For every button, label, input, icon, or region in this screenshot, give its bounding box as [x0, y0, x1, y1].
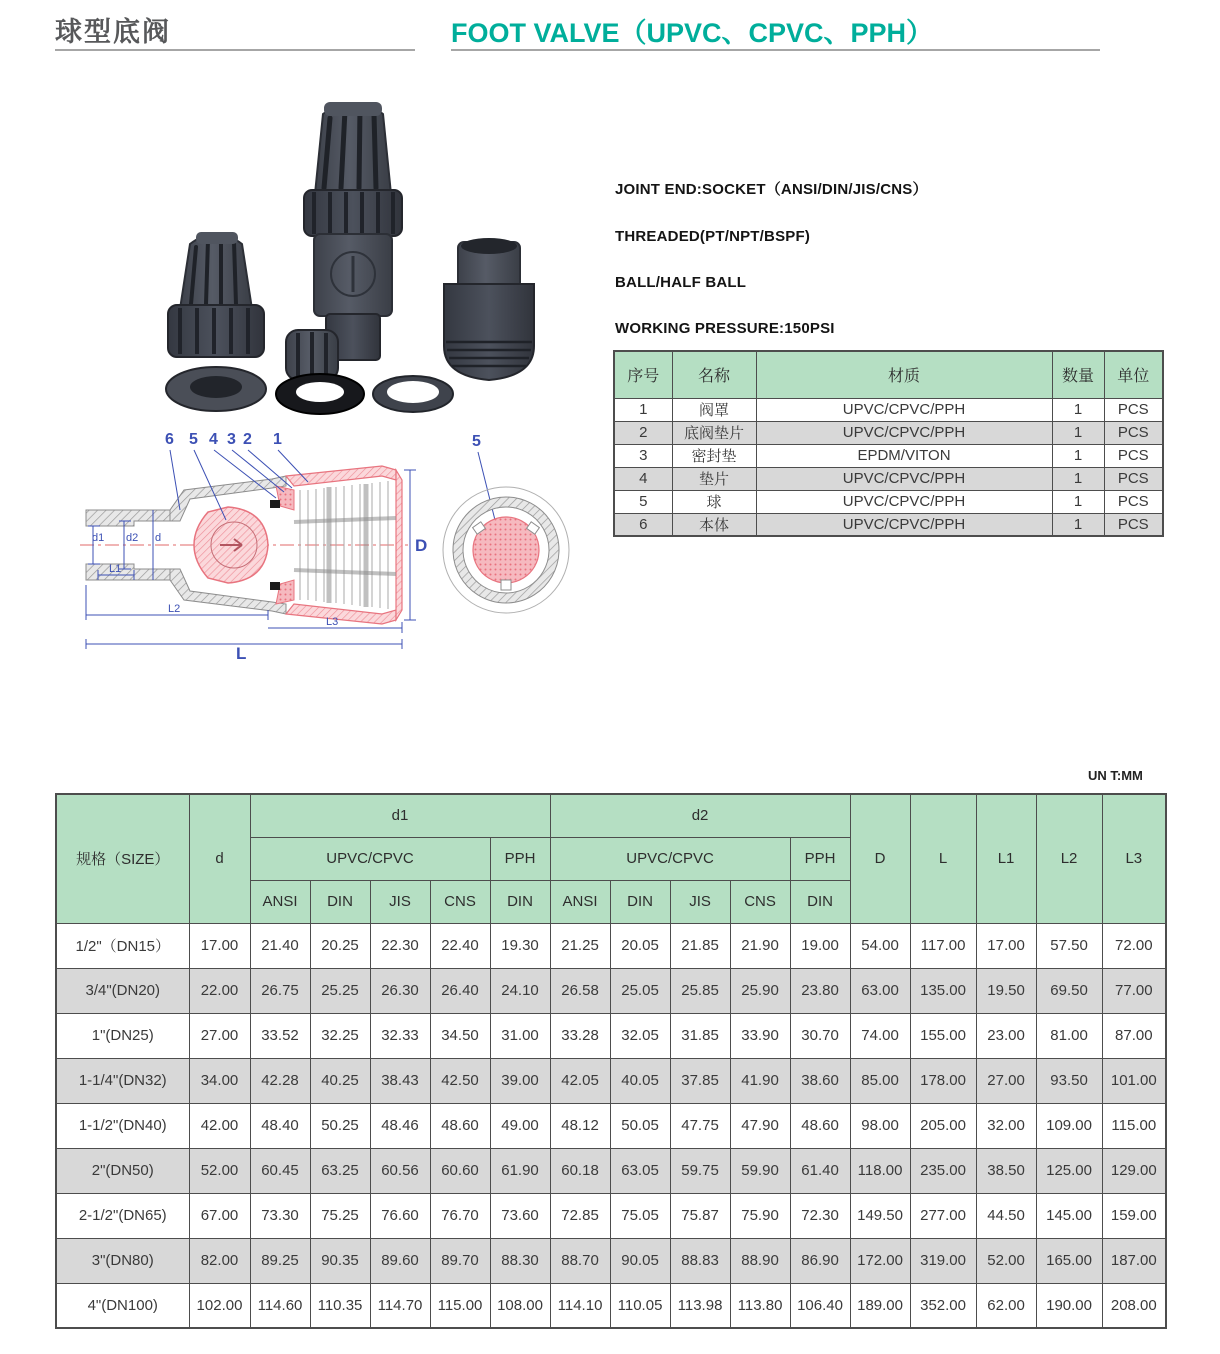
dim-cell: 319.00 — [910, 1238, 976, 1283]
dim-cell: 61.90 — [490, 1148, 550, 1193]
dim-cell: 21.85 — [670, 923, 730, 968]
part-number-5: 5 — [189, 431, 198, 448]
parts-cell: 1 — [1052, 490, 1104, 513]
table-row — [614, 490, 1163, 513]
dim-cell: 48.46 — [370, 1103, 430, 1148]
dim-cell: 23.80 — [790, 968, 850, 1013]
parts-cell: PCS — [1104, 490, 1163, 513]
dim-header-L: L — [910, 794, 976, 923]
dim-cell: 33.52 — [250, 1013, 310, 1058]
dim-cell: 106.40 — [790, 1283, 850, 1328]
page-title-english: FOOT VALVE（UPVC、CPVC、PPH） — [451, 18, 934, 48]
dim-cell: 155.00 — [910, 1013, 976, 1058]
dim-cell: 118.00 — [850, 1148, 910, 1193]
parts-header-unit: 单位 — [1104, 351, 1163, 398]
dim-cell-label: 1-1/2"(DN40) — [56, 1103, 189, 1148]
parts-header-no: 序号 — [614, 351, 672, 398]
dim-cell: 87.00 — [1102, 1013, 1166, 1058]
dim-cell: 48.12 — [550, 1103, 610, 1148]
dim-cell: 73.30 — [250, 1193, 310, 1238]
dim-header-d1-cns: CNS — [430, 880, 490, 923]
dim-cell: 52.00 — [189, 1148, 250, 1193]
dim-header-d1-upvc: UPVC/CPVC — [250, 837, 490, 880]
dim-cell: 89.25 — [250, 1238, 310, 1283]
dim-cell: 48.60 — [430, 1103, 490, 1148]
dim-cell: 41.90 — [730, 1058, 790, 1103]
dim-cell: 50.05 — [610, 1103, 670, 1148]
part-number-4: 4 — [209, 431, 218, 448]
dim-cell: 40.25 — [310, 1058, 370, 1103]
dim-cell: 159.00 — [1102, 1193, 1166, 1238]
dim-cell: 38.60 — [790, 1058, 850, 1103]
dim-cell: 61.40 — [790, 1148, 850, 1193]
dim-cell: 63.05 — [610, 1148, 670, 1193]
table-row — [56, 968, 1166, 1013]
parts-cell-label: 5 — [614, 490, 672, 513]
dim-label-d1: d1 — [92, 532, 105, 544]
dim-header-d2-din: DIN — [610, 880, 670, 923]
dim-cell: 109.00 — [1036, 1103, 1102, 1148]
product-photo — [108, 84, 578, 422]
dim-cell: 57.50 — [1036, 923, 1102, 968]
dimension-table-section — [55, 793, 1167, 1329]
dim-cell: 89.70 — [430, 1238, 490, 1283]
dim-cell: 54.00 — [850, 923, 910, 968]
dim-cell: 30.70 — [790, 1013, 850, 1058]
parts-cell: PCS — [1104, 467, 1163, 490]
table-row — [56, 1283, 1166, 1328]
dim-cell: 49.00 — [490, 1103, 550, 1148]
dim-cell-label: 2"(DN50) — [56, 1148, 189, 1193]
dim-header-d2-pph: PPH — [790, 837, 850, 880]
dim-cell-label: 3/4"(DN20) — [56, 968, 189, 1013]
dim-cell: 110.05 — [610, 1283, 670, 1328]
table-row — [614, 467, 1163, 490]
socket-adapter — [444, 238, 534, 380]
dim-header-L1: L1 — [976, 794, 1036, 923]
parts-table — [613, 350, 1164, 537]
dim-cell: 21.40 — [250, 923, 310, 968]
dim-cell: 72.00 — [1102, 923, 1166, 968]
dim-cell: 77.00 — [1102, 968, 1166, 1013]
parts-cell-label: 1 — [614, 398, 672, 421]
dim-label-L3: L3 — [326, 616, 339, 628]
parts-cell: 密封垫 — [672, 444, 756, 467]
dim-cell: 25.25 — [310, 968, 370, 1013]
dim-cell: 38.43 — [370, 1058, 430, 1103]
table-row — [614, 513, 1163, 536]
dim-header-d1-jis: JIS — [370, 880, 430, 923]
dim-cell: 26.40 — [430, 968, 490, 1013]
dim-cell: 145.00 — [1036, 1193, 1102, 1238]
dim-cell: 89.60 — [370, 1238, 430, 1283]
dim-cell: 22.40 — [430, 923, 490, 968]
dim-cell: 75.05 — [610, 1193, 670, 1238]
parts-cell: 1 — [1052, 467, 1104, 490]
dim-cell: 17.00 — [976, 923, 1036, 968]
dim-cell: 47.75 — [670, 1103, 730, 1148]
dim-header-d2-ansi: ANSI — [550, 880, 610, 923]
dim-cell: 113.98 — [670, 1283, 730, 1328]
dim-cell: 31.85 — [670, 1013, 730, 1058]
dim-cell: 352.00 — [910, 1283, 976, 1328]
parts-cell-label: 4 — [614, 467, 672, 490]
dim-header-size: 规格（SIZE） — [56, 794, 189, 923]
dim-header-d1-ansi: ANSI — [250, 880, 310, 923]
dim-cell: 277.00 — [910, 1193, 976, 1238]
dim-cell: 34.00 — [189, 1058, 250, 1103]
dim-cell: 23.00 — [976, 1013, 1036, 1058]
dim-cell: 93.50 — [1036, 1058, 1102, 1103]
dim-cell: 40.05 — [610, 1058, 670, 1103]
title-underline-left — [55, 49, 415, 51]
dim-cell: 76.60 — [370, 1193, 430, 1238]
dim-cell: 27.00 — [976, 1058, 1036, 1103]
parts-cell: 1 — [1052, 398, 1104, 421]
dim-header-L3: L3 — [1102, 794, 1166, 923]
table-row — [56, 1013, 1166, 1058]
dim-cell: 42.50 — [430, 1058, 490, 1103]
dim-cell: 88.83 — [670, 1238, 730, 1283]
table-row — [56, 1103, 1166, 1148]
part-number-1: 1 — [273, 431, 282, 448]
dim-cell: 25.85 — [670, 968, 730, 1013]
dim-cell: 38.50 — [976, 1148, 1036, 1193]
dim-cell: 60.45 — [250, 1148, 310, 1193]
dim-cell: 42.00 — [189, 1103, 250, 1148]
dim-cell: 125.00 — [1036, 1148, 1102, 1193]
spec-joint-end: JOINT END:SOCKET（ANSI/DIN/JIS/CNS） — [615, 181, 928, 198]
parts-cell: 阀罩 — [672, 398, 756, 421]
dim-cell: 75.25 — [310, 1193, 370, 1238]
parts-cell: 垫片 — [672, 467, 756, 490]
dim-cell: 20.25 — [310, 923, 370, 968]
dim-cell: 88.90 — [730, 1238, 790, 1283]
dim-cell: 21.25 — [550, 923, 610, 968]
parts-cell: PCS — [1104, 444, 1163, 467]
parts-header-material: 材质 — [756, 351, 1052, 398]
dim-cell: 69.50 — [1036, 968, 1102, 1013]
dim-cell-label: 2-1/2"(DN65) — [56, 1193, 189, 1238]
parts-cell: 球 — [672, 490, 756, 513]
table-row — [614, 398, 1163, 421]
table-row — [56, 1193, 1166, 1238]
dim-label-L1: L1 — [109, 563, 122, 575]
parts-cell: PCS — [1104, 421, 1163, 444]
dim-cell: 75.87 — [670, 1193, 730, 1238]
table-row — [56, 923, 1166, 968]
dim-cell: 60.18 — [550, 1148, 610, 1193]
table-row — [614, 421, 1163, 444]
dim-cell: 208.00 — [1102, 1283, 1166, 1328]
dim-cell: 172.00 — [850, 1238, 910, 1283]
dim-cell: 101.00 — [1102, 1058, 1166, 1103]
parts-cell-label: 3 — [614, 444, 672, 467]
dim-cell: 17.00 — [189, 923, 250, 968]
dim-cell: 189.00 — [850, 1283, 910, 1328]
dim-cell: 42.28 — [250, 1058, 310, 1103]
parts-cell: 1 — [1052, 444, 1104, 467]
dim-cell: 102.00 — [189, 1283, 250, 1328]
dim-cell: 20.05 — [610, 923, 670, 968]
dim-cell: 135.00 — [910, 968, 976, 1013]
dim-cell: 90.05 — [610, 1238, 670, 1283]
dim-cell: 114.10 — [550, 1283, 610, 1328]
part-number-2: 2 — [243, 431, 252, 448]
dim-header-d: d — [189, 794, 250, 923]
small-strainer-cage — [168, 232, 264, 357]
unit-note: UN T:MM — [1088, 768, 1143, 783]
title-underline-right — [451, 49, 1100, 51]
table-row — [56, 1058, 1166, 1103]
dim-cell: 19.00 — [790, 923, 850, 968]
dim-cell: 42.05 — [550, 1058, 610, 1103]
parts-cell: 1 — [1052, 513, 1104, 536]
parts-header-qty: 数量 — [1052, 351, 1104, 398]
spec-threaded: THREADED(PT/NPT/BSPF) — [615, 228, 811, 245]
dim-cell: 63.25 — [310, 1148, 370, 1193]
dim-cell: 72.85 — [550, 1193, 610, 1238]
dim-cell: 31.00 — [490, 1013, 550, 1058]
dim-cell: 32.25 — [310, 1013, 370, 1058]
dim-cell: 115.00 — [1102, 1103, 1166, 1148]
parts-cell: PCS — [1104, 513, 1163, 536]
parts-cell: UPVC/CPVC/PPH — [756, 398, 1052, 421]
dim-header-d2-upvc: UPVC/CPVC — [550, 837, 790, 880]
dim-cell: 67.00 — [189, 1193, 250, 1238]
parts-table-section — [613, 350, 1164, 537]
dimension-table-body — [56, 923, 1166, 1328]
dim-cell: 25.05 — [610, 968, 670, 1013]
dim-cell: 72.30 — [790, 1193, 850, 1238]
dim-cell: 48.60 — [790, 1103, 850, 1148]
page-title-chinese: 球型底阀 — [55, 17, 171, 47]
dim-cell: 114.70 — [370, 1283, 430, 1328]
spec-ball: BALL/HALF BALL — [615, 274, 747, 291]
gasket-set — [166, 367, 453, 414]
end-view-part-number: 5 — [472, 433, 481, 450]
dim-cell: 22.30 — [370, 923, 430, 968]
dim-cell: 60.56 — [370, 1148, 430, 1193]
dim-cell: 63.00 — [850, 968, 910, 1013]
dim-cell: 22.00 — [189, 968, 250, 1013]
parts-cell: 本体 — [672, 513, 756, 536]
dim-cell-label: 3"(DN80) — [56, 1238, 189, 1283]
dim-label-d2: d2 — [126, 532, 139, 544]
dim-cell: 114.60 — [250, 1283, 310, 1328]
dim-header-d2-cns: CNS — [730, 880, 790, 923]
dim-cell-label: 1/2"（DN15） — [56, 923, 189, 968]
dimension-table — [55, 793, 1167, 1329]
dim-label-d: d — [155, 532, 162, 544]
dim-cell: 26.30 — [370, 968, 430, 1013]
dim-cell: 88.70 — [550, 1238, 610, 1283]
ball-section — [194, 507, 268, 583]
parts-cell: UPVC/CPVC/PPH — [756, 513, 1052, 536]
parts-cell-label: 2 — [614, 421, 672, 444]
dim-cell: 33.28 — [550, 1013, 610, 1058]
dim-cell: 90.35 — [310, 1238, 370, 1283]
dim-cell: 108.00 — [490, 1283, 550, 1328]
dim-cell: 52.00 — [976, 1238, 1036, 1283]
parts-cell: UPVC/CPVC/PPH — [756, 467, 1052, 490]
part-number-3: 3 — [227, 431, 236, 448]
parts-header-name: 名称 — [672, 351, 756, 398]
table-row — [56, 1238, 1166, 1283]
dim-cell: 88.30 — [490, 1238, 550, 1283]
parts-cell: 底阀垫片 — [672, 421, 756, 444]
dim-cell: 178.00 — [910, 1058, 976, 1103]
dim-cell: 73.60 — [490, 1193, 550, 1238]
dim-cell: 149.50 — [850, 1193, 910, 1238]
parts-cell: UPVC/CPVC/PPH — [756, 421, 1052, 444]
dim-cell: 165.00 — [1036, 1238, 1102, 1283]
dim-cell: 19.30 — [490, 923, 550, 968]
technical-drawing — [58, 422, 603, 667]
dim-cell: 115.00 — [430, 1283, 490, 1328]
valve-cap — [286, 330, 338, 380]
parts-table-header-row — [614, 351, 1163, 398]
dim-cell: 32.33 — [370, 1013, 430, 1058]
dim-header-d2: d2 — [550, 794, 850, 837]
dim-cell: 48.40 — [250, 1103, 310, 1148]
dim-cell: 60.60 — [430, 1148, 490, 1193]
dim-cell: 37.85 — [670, 1058, 730, 1103]
dim-cell: 110.35 — [310, 1283, 370, 1328]
dim-cell: 59.90 — [730, 1148, 790, 1193]
dim-cell: 33.90 — [730, 1013, 790, 1058]
dim-cell: 62.00 — [976, 1283, 1036, 1328]
parts-table-body — [614, 398, 1163, 536]
table-row — [614, 444, 1163, 467]
dim-cell: 47.90 — [730, 1103, 790, 1148]
dim-cell: 86.90 — [790, 1238, 850, 1283]
dim-cell: 27.00 — [189, 1013, 250, 1058]
end-view — [443, 433, 569, 613]
dim-cell: 75.90 — [730, 1193, 790, 1238]
dim-cell: 113.80 — [730, 1283, 790, 1328]
dim-cell: 24.10 — [490, 968, 550, 1013]
dim-cell: 39.00 — [490, 1058, 550, 1103]
dim-cell: 26.75 — [250, 968, 310, 1013]
dim-cell: 32.05 — [610, 1013, 670, 1058]
dim-cell: 21.90 — [730, 923, 790, 968]
dim-label-L: L — [236, 644, 247, 663]
parts-cell: UPVC/CPVC/PPH — [756, 490, 1052, 513]
dim-header-d2-pph-din: DIN — [790, 880, 850, 923]
dim-cell: 32.00 — [976, 1103, 1036, 1148]
dim-cell: 98.00 — [850, 1103, 910, 1148]
dim-cell: 50.25 — [310, 1103, 370, 1148]
dim-header-d1-pph: PPH — [490, 837, 550, 880]
dim-cell: 82.00 — [189, 1238, 250, 1283]
dim-cell-label: 1-1/4"(DN32) — [56, 1058, 189, 1103]
dim-cell: 205.00 — [910, 1103, 976, 1148]
table-row — [56, 1148, 1166, 1193]
dim-cell: 74.00 — [850, 1013, 910, 1058]
parts-cell: PCS — [1104, 398, 1163, 421]
dim-cell: 76.70 — [430, 1193, 490, 1238]
dim-cell: 85.00 — [850, 1058, 910, 1103]
dim-cell: 26.58 — [550, 968, 610, 1013]
dim-cell: 19.50 — [976, 968, 1036, 1013]
dim-header-row-1 — [56, 794, 1166, 837]
spec-list — [615, 178, 1175, 366]
dim-header-L2: L2 — [1036, 794, 1102, 923]
spec-working-pressure: WORKING PRESSURE:150PSI — [615, 320, 835, 337]
dim-label-L2: L2 — [168, 603, 181, 615]
dim-cell: 59.75 — [670, 1148, 730, 1193]
large-foot-valve — [304, 102, 402, 360]
dim-header-d1-pph-din: DIN — [490, 880, 550, 923]
dim-cell: 129.00 — [1102, 1148, 1166, 1193]
dim-header-d2-jis: JIS — [670, 880, 730, 923]
dim-cell: 25.90 — [730, 968, 790, 1013]
dim-label-D: D — [415, 536, 428, 555]
dim-cell: 187.00 — [1102, 1238, 1166, 1283]
parts-cell: 1 — [1052, 421, 1104, 444]
dim-cell-label: 4"(DN100) — [56, 1283, 189, 1328]
dim-cell: 44.50 — [976, 1193, 1036, 1238]
dim-header-D: D — [850, 794, 910, 923]
part-number-6: 6 — [165, 431, 174, 448]
dim-cell-label: 1"(DN25) — [56, 1013, 189, 1058]
dim-header-d1-din: DIN — [310, 880, 370, 923]
dim-cell: 190.00 — [1036, 1283, 1102, 1328]
dim-header-d1: d1 — [250, 794, 550, 837]
parts-cell: EPDM/VITON — [756, 444, 1052, 467]
parts-cell-label: 6 — [614, 513, 672, 536]
dim-cell: 117.00 — [910, 923, 976, 968]
dim-cell: 34.50 — [430, 1013, 490, 1058]
dim-cell: 81.00 — [1036, 1013, 1102, 1058]
dim-cell: 235.00 — [910, 1148, 976, 1193]
